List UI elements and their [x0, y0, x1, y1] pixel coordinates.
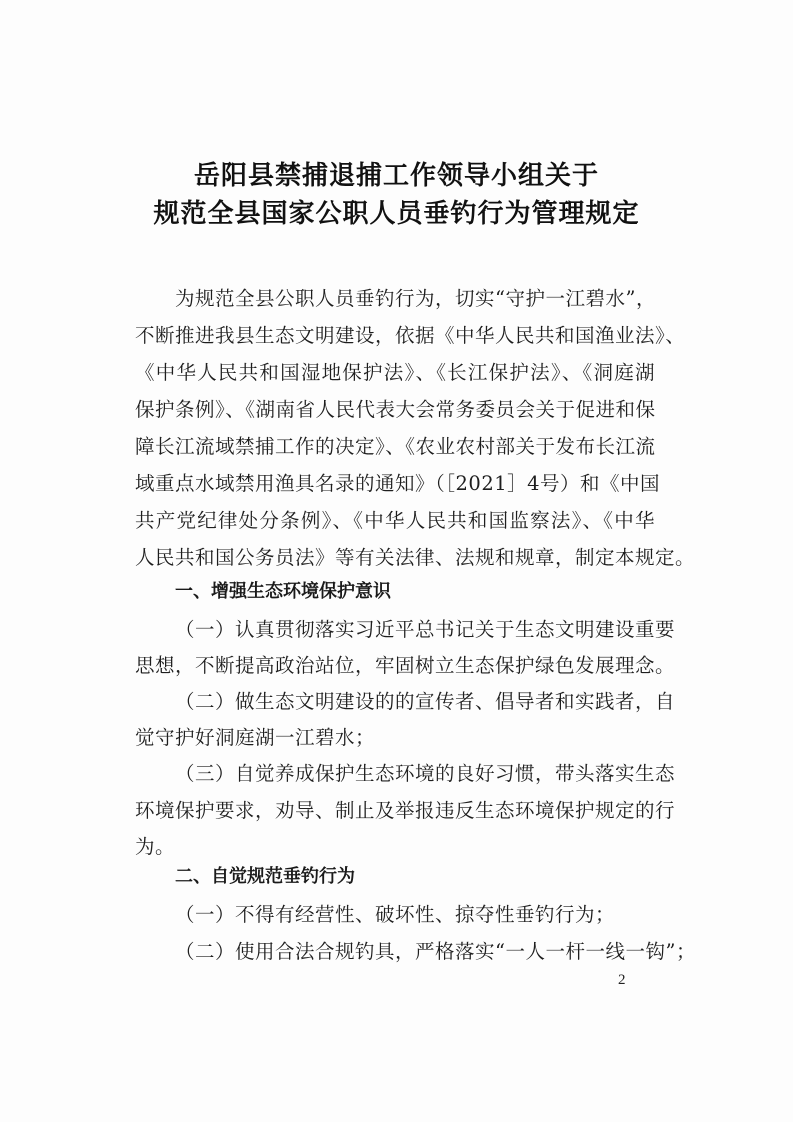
intro-line: 共产党纪律处分条例》、《中华人民共和国监察法》、《中华: [135, 509, 655, 532]
intro-line: 不断推进我县生态文明建设，依据《中华人民共和国渔业法》、: [135, 324, 686, 347]
paragraph-line: （三）自觉养成保护生态环境的良好习惯，带头落实生态: [175, 762, 676, 785]
document-title-line-2: 规范全县国家公职人员垂钓行为管理规定: [153, 199, 640, 229]
intro-line: 《中华人民共和国湿地保护法》、《长江保护法》、《洞庭湖: [135, 361, 655, 384]
section-heading: 一、增强生态环境保护意识: [175, 581, 391, 602]
page-number: 2: [618, 972, 626, 988]
paragraph-line: 环境保护要求，劝导、制止及举报违反生态环境保护规定的行: [135, 799, 676, 822]
paragraph-line: 为。: [135, 835, 176, 858]
intro-line: 人民共和国公务员法》等有关法律、法规和规章，制定本规定。: [135, 546, 696, 569]
intro-line: 为规范全县公职人员垂钓行为，切实“守护一江碧水”，: [175, 287, 656, 310]
paragraph-line: （二）做生态文明建设的的宣传者、倡导者和实践者，自: [175, 690, 676, 713]
intro-line: 保护条例》、《湖南省人民代表大会常务委员会关于促进和保: [135, 398, 656, 421]
intro-line: 障长江流域禁捕工作的决定》、《农业农村部关于发布长江流: [135, 435, 656, 458]
paragraph-line: 觉守护好洞庭湖一江碧水；: [135, 726, 376, 749]
paragraph-line: 思想，不断提高政治站位，牢固树立生态保护绿色发展理念。: [135, 654, 676, 677]
intro-line: 域重点水域禁用渔具名录的通知》（［2021］4号）和《中国: [135, 472, 661, 495]
section-heading: 二、自觉规范垂钓行为: [175, 866, 355, 887]
paragraph-line: （一）不得有经营性、破坏性、掠夺性垂钓行为；: [175, 903, 616, 926]
document-title-line-1: 岳阳县禁捕退捕工作领导小组关于: [193, 161, 599, 191]
paragraph-line: （一）认真贯彻落实习近平总书记关于生态文明建设重要: [175, 618, 676, 641]
paragraph-line: （二）使用合法合规钓具，严格落实“一人一杆一线一钩”；: [175, 940, 696, 963]
